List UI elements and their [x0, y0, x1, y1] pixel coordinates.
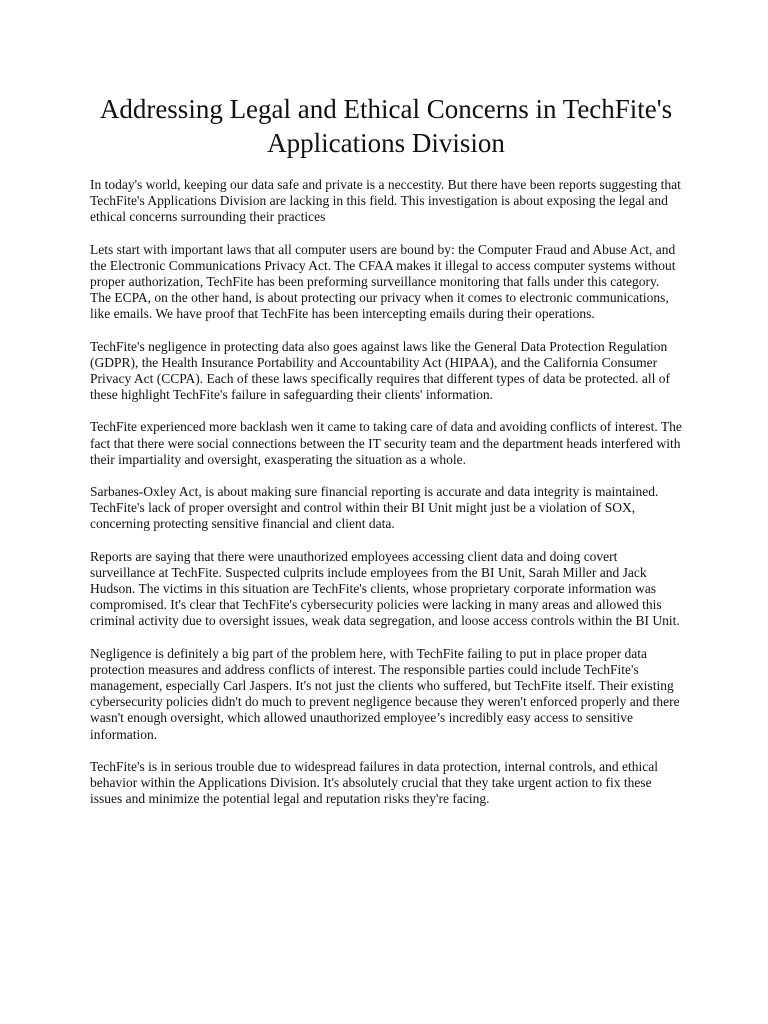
paragraph-sarbanes-oxley: Sarbanes-Oxley Act, is about making sure financial reporting is accurate and data integrity is maintained. TechFite's lack of proper oversight and control within their BI Unit might just be a violation of SOX, concerning protecting sensitive financial and client data. [90, 484, 659, 532]
paragraph-intro: In today's world, keeping our data safe and private is a neccestity. But there have been reports suggesting that TechFite's Applications Division are lacking in this field. This investigation is about exposing the legal and ethical concerns surrounding their practices [90, 177, 681, 225]
document-title: Addressing Legal and Ethical Concerns in TechFite's Applications Division [99, 94, 673, 158]
paragraph-unauthorized-access: Reports are saying that there were unauthorized employees accessing client data and doing covert surveillance at TechFite. Suspected culprits include employees from the BI Unit, Sarah Miller and Jack Hudson. The victims in this situation are TechFite's clients, whose proprietary corporate information was compromised. It's clear that TechFite's cybersecurity policies were lacking in many areas and allowed this criminal activity due to oversight issues, weak data segregation, and loose access controls within the BI Unit. [90, 548, 680, 629]
paragraph-conclusion: TechFite's is in serious trouble due to widespread failures in data protection, internal controls, and ethical behavior within the Applications Division. It's absolutely crucial that they take urgent action to fix these issues and minimize the potential legal and reputation risks they're facing. [90, 758, 658, 807]
paragraph-negligence: Negligence is definitely a big part of the problem here, with TechFite failing to put in place proper data protection measures and address conflicts of interest. The responsible parties could include TechFite's management, especially Carl Jaspers. It's not just the clients who suffered, but TechFite itself. Their existing cybersecurity policies didn't do much to prevent negligence because they weren't enforced properly and there wasn't enough oversight, which allowed unauthorized employee’s incredibly easy access to sensitive information. [90, 645, 680, 742]
paragraph-conflicts-of-interest: TechFite experienced more backlash wen it came to taking care of data and avoiding conflicts of interest. The fact that there were social connections between the IT security team and the department heads interfered with their impartiality and oversight, exasperating the situation as a whole. [90, 419, 682, 467]
paragraph-cfaa-ecpa: Lets start with important laws that all computer users are bound by: the Computer Fraud and Abuse Act, and the Electronic Communications Privacy Act. The CFAA makes it illegal to access computer systems without proper authorization, TechFite has been preforming surveillance monitoring that falls under this category. The ECPA, on the other hand, is about protecting our privacy when it comes to electronic communications, like emails. We have proof that TechFite has been intercepting emails during their operations. [90, 241, 676, 322]
document-body [90, 177, 682, 824]
paragraph-data-protection-laws: TechFite's negligence in protecting data also goes against laws like the General Data Protection Regulation (GDPR), the Health Insurance Portability and Accountability Act (HIPAA), and the California Consumer Privacy Act (CCPA). Each of these laws specifically requires that different types of data be protected. all of these highlight TechFite's failure in safeguarding their clients' information. [90, 338, 670, 403]
